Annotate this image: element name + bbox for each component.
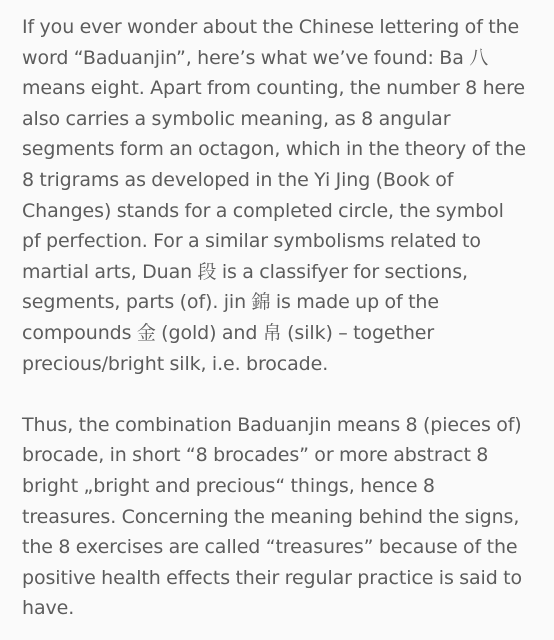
text-line: segments, parts (of). jin 錦 is made up of the xyxy=(22,291,439,314)
text-line: Thus, the combination Baduanjin means 8 (pieces of) xyxy=(22,413,522,436)
text-line: Changes) stands for a completed circle, the symbol xyxy=(22,199,504,222)
paragraph-baduanjin-lettering xyxy=(22,12,534,379)
text-line: 8 trigrams as developed in the Yi Jing (Book of xyxy=(22,168,454,191)
text-line: have. xyxy=(22,597,75,620)
text-line: treasures. Concerning the meaning behind the signs, xyxy=(22,505,520,528)
text-line: pf perfection. For a similar symbolisms related to xyxy=(22,230,481,253)
text-line: bright „bright and precious“ things, hence 8 xyxy=(22,474,435,497)
text-line: martial arts, Duan 段 is a classifyer for sections, xyxy=(22,260,468,283)
text-line: also carries a symbolic meaning, as 8 angular xyxy=(22,107,451,130)
paragraph-baduanjin-meaning xyxy=(22,410,534,624)
paragraph-spacer xyxy=(22,379,534,410)
text-line: segments form an octagon, which in the theory of the xyxy=(22,138,527,161)
text-line: compounds 金 (gold) and 帛 (silk) – together xyxy=(22,321,435,344)
text-line: the 8 exercises are called “treasures” because of the xyxy=(22,536,518,559)
text-line: means eight. Apart from counting, the number 8 here xyxy=(22,77,526,100)
text-line: If you ever wonder about the Chinese lettering of the xyxy=(22,16,520,38)
text-line: word “Baduanjin”, here’s what we’ve found: Ba 八 xyxy=(22,46,489,69)
text-line: positive health effects their regular practice is said to xyxy=(22,566,522,589)
text-line: brocade, in short “8 brocades” or more abstract 8 xyxy=(22,444,489,467)
text-line: precious/bright silk, i.e. brocade. xyxy=(22,352,329,375)
